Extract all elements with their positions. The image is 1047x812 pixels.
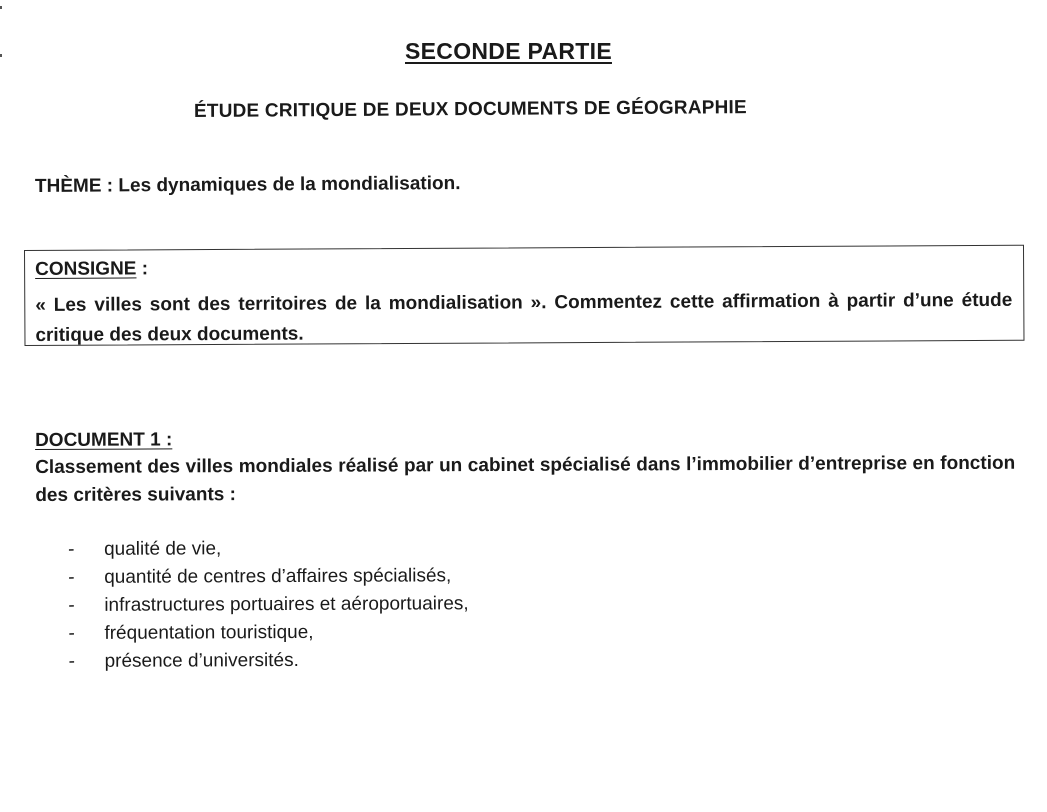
bullet-dash: -	[68, 538, 75, 560]
consigne-text: « Les villes sont des territoires de la mondialisation ». Commentez cette affirmation à partir d’une étude critique des deux documents.	[35, 289, 1013, 346]
consigne-label: CONSIGNE	[35, 258, 137, 280]
document-1-description: Classement des villes mondiales réalisé par un cabinet spécialisé dans l’immobilier d’entreprise en fonction des critères suivants :	[35, 452, 1016, 506]
list-item	[68, 562, 468, 592]
list-item	[68, 534, 468, 564]
criteria-list	[68, 534, 469, 676]
criterion-text: fréquentation touristique,	[104, 621, 314, 644]
theme-label: THÈME :	[34, 175, 114, 197]
bullet-dash: -	[68, 566, 75, 588]
list-item	[68, 646, 468, 676]
consigne-colon: :	[136, 258, 149, 280]
bullet-dash: -	[68, 650, 75, 672]
criterion-text: quantité de centres d’affaires spécialisés,	[104, 565, 452, 588]
list-item	[68, 618, 468, 648]
document-1-block	[35, 424, 1015, 510]
theme-text: Les dynamiques de la mondialisation.	[118, 173, 461, 197]
scan-mark	[0, 54, 2, 57]
section-subtitle: ÉTUDE CRITIQUE DE DEUX DOCUMENTS DE GÉOGRAPHIE	[193, 97, 747, 122]
bullet-dash: -	[68, 594, 75, 616]
document-1-title: DOCUMENT 1 :	[35, 429, 173, 451]
page-title: SECONDE PARTIE	[405, 38, 612, 64]
consigne-heading	[35, 258, 148, 281]
theme-line	[35, 173, 461, 198]
list-item	[68, 590, 468, 620]
scan-mark	[0, 6, 2, 9]
criterion-text: infrastructures portuaires et aéroportuaires,	[104, 593, 469, 616]
criterion-text: présence d’universités.	[104, 649, 299, 672]
bullet-dash: -	[68, 622, 75, 644]
consigne-box	[24, 245, 1024, 346]
criterion-text: qualité de vie,	[104, 538, 222, 560]
